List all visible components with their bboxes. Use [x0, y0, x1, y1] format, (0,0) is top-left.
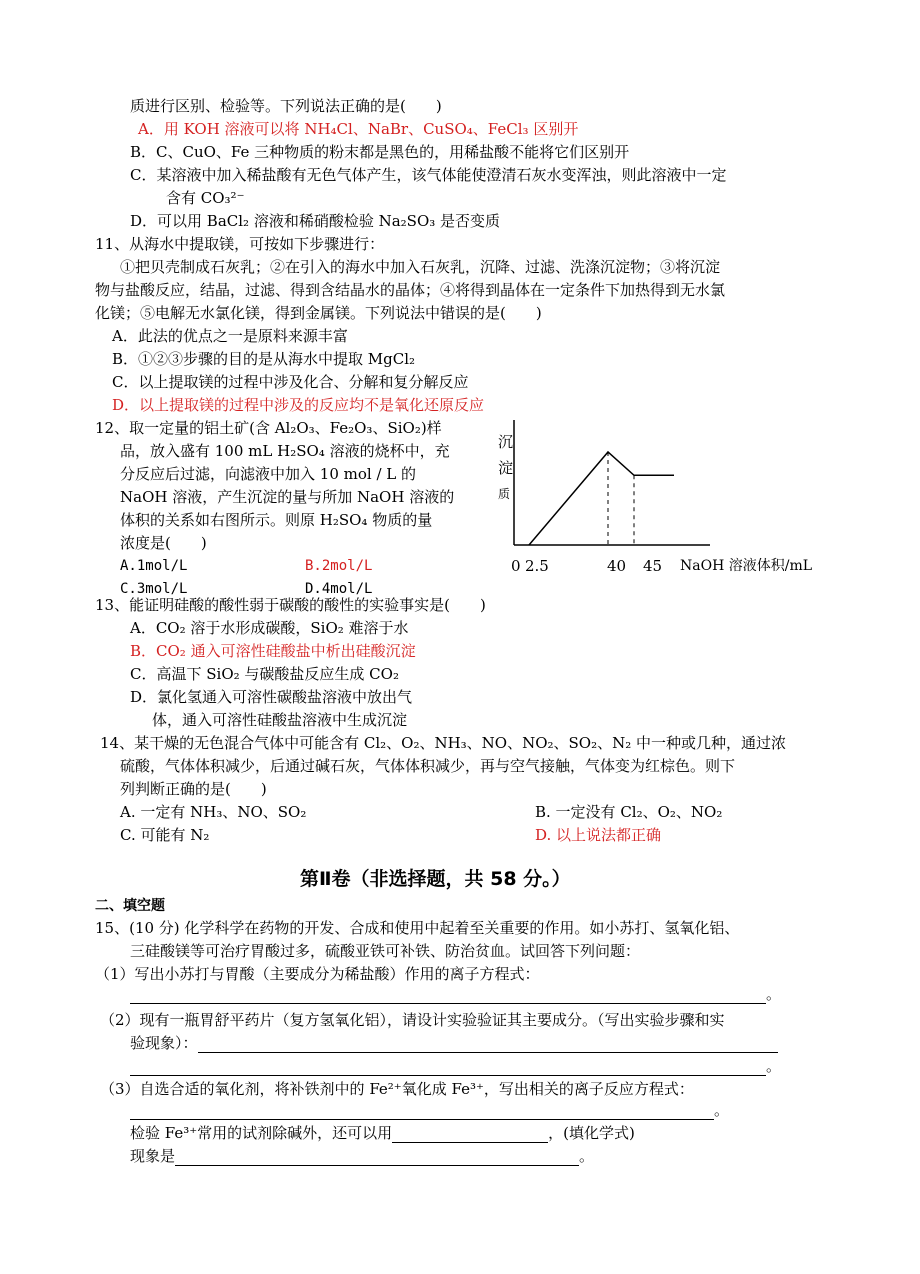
q14-option-a: A. 一定有 NH₃、NO、SO₂: [120, 803, 307, 821]
q12-option-c: C.3mol/L: [120, 581, 188, 597]
q14-line3: 列判断正确的是( ): [120, 780, 267, 798]
answer-blank[interactable]: [130, 1059, 766, 1076]
answer-blank[interactable]: [198, 1036, 778, 1053]
part2-title: 第Ⅱ卷（非选择题，共 58 分。）: [300, 868, 571, 890]
q15-sub2-answer-line: 。: [130, 1056, 781, 1076]
q15-sub1-answer-line: 。: [130, 984, 781, 1004]
q15-line2: 三硅酸镁等可治疗胃酸过多，硫酸亚铁可补铁、防治贫血。试回答下列问题：: [130, 942, 641, 960]
q13-option-b: B．CO₂ 通入可溶性硅酸盐中析出硅酸沉淀: [130, 642, 416, 660]
chart-tick-45: 45: [643, 557, 663, 575]
q15-sub1: （1）写出小苏打与胃酸（主要成分为稀盐酸）作用的离子方程式：: [95, 965, 540, 983]
q14-line1: 14、某干燥的无色混合气体中可能含有 Cl₂、O₂、NH₃、NO、NO₂、SO₂、N₂ 中一种或几种，通过浓: [100, 734, 787, 752]
q10-option-c-line1: C．某溶液中加入稀盐酸有无色气体产生，该气体能使澄清石灰水变浑浊，则此溶液中一定: [130, 166, 727, 184]
q11-option-b: B．①②③步骤的目的是从海水中提取 MgCl₂: [112, 350, 416, 368]
q14-option-c: C. 可能有 N₂: [120, 826, 210, 844]
q10-option-d: D．可以用 BaCl₂ 溶液和稀硝酸检验 Na₂SO₃ 是否变质: [130, 212, 501, 230]
q15-line1: 15、(10 分) 化学科学在药物的开发、合成和使用中起着至关重要的作用。如小苏打、氢氧化铝、: [95, 919, 740, 937]
q12-line6: 浓度是( ): [120, 534, 207, 552]
q11-option-d: D．以上提取镁的过程中涉及的反应均不是氧化还原反应: [112, 396, 485, 414]
q12-line3: 分反应后过滤，向滤液中加入 10 mol / L 的: [120, 465, 416, 483]
q12-line1: 12、取一定量的铝土矿(含 Al₂O₃、Fe₂O₃、SiO₂)样: [95, 419, 442, 437]
q12-line5: 体积的关系如右图所示。则原 H₂SO₄ 物质的量: [120, 511, 433, 529]
chart-tick-2.5: 2.5: [525, 557, 549, 575]
q13-option-a: A．CO₂ 溶于水形成碳酸，SiO₂ 难溶于水: [130, 619, 409, 637]
q12-line2: 品，放入盛有 100 mL H₂SO₄ 溶液的烧杯中，充: [120, 442, 450, 460]
q13-option-d-line2: 体，通入可溶性硅酸盐溶液中生成沉淀: [152, 711, 408, 729]
q11-option-a: A．此法的优点之一是原料来源丰富: [112, 327, 348, 345]
answer-blank[interactable]: [130, 987, 766, 1004]
q15-sub3-phenomenon: 现象是 。: [130, 1147, 595, 1165]
q11-para-line3: 化镁；⑤电解无水氯化镁，得到金属镁。下列说法中错误的是( ): [95, 304, 542, 322]
q14-option-b: B. 一定没有 Cl₂、O₂、NO₂: [535, 803, 723, 821]
answer-blank[interactable]: [175, 1149, 579, 1166]
q15-sub3-answer-line: 。: [130, 1100, 729, 1120]
q11-para-line2: 物与盐酸反应，结晶，过滤、得到含结晶水的晶体；④将得到晶体在一定条件下加热得到无水氯: [95, 281, 726, 299]
q11-para-line1: ①把贝壳制成石灰乳；②在引入的海水中加入石灰乳，沉降、过滤、洗涤沉淀物；③将沉淀: [120, 258, 721, 276]
chart-series-line: [529, 452, 674, 545]
answer-blank[interactable]: [130, 1103, 714, 1120]
chart-x-label: NaOH 溶液体积/mL: [680, 558, 813, 574]
q11-option-c: C．以上提取镁的过程中涉及化合、分解和复分解反应: [112, 373, 469, 391]
q12-option-b: B.2mol/L: [305, 558, 373, 574]
q15-sub3-reagent: 检验 Fe³⁺常用的试剂除碱外，还可以用 ，(填化学式): [130, 1124, 635, 1142]
q10-option-b: B．C、CuO、Fe 三种物质的粉末都是黑色的，用稀盐酸不能将它们区别开: [130, 143, 630, 161]
q12-line4: NaOH 溶液，产生沉淀的量与所加 NaOH 溶液的: [120, 488, 455, 506]
q10-option-c-line2: 含有 CO₃²⁻: [166, 189, 245, 207]
q11-stem: 11、从海水中提取镁，可按如下步骤进行：: [95, 235, 385, 253]
chart-tick-40: 40: [607, 557, 627, 575]
q14-line2: 硫酸，气体体积减少，后通过碱石灰，气体体积减少，再与空气接触，气体变为红棕色。则下: [120, 757, 736, 775]
q10-option-a: A．用 KOH 溶液可以将 NH₄Cl、NaBr、CuSO₄、FeCl₃ 区别开: [138, 120, 579, 138]
section-heading: 二、填空题: [95, 898, 165, 914]
q12-option-a: A.1mol/L: [120, 558, 188, 574]
q13-option-c: C．高温下 SiO₂ 与碳酸盐反应生成 CO₂: [130, 665, 399, 683]
q10-stem-tail: 质进行区别、检验等。下列说法正确的是( ): [130, 97, 442, 115]
q15-sub3: （3）自选合适的氧化剂，将补铁剂中的 Fe²⁺氧化成 Fe³⁺，写出相关的离子反应方程式：: [100, 1080, 694, 1098]
q15-sub2-line2: 验现象）：: [130, 1033, 778, 1053]
chart-y-label-3: 质: [498, 487, 511, 501]
q12-option-d: D.4mol/L: [305, 581, 373, 597]
chart-y-label-1: 沉: [498, 433, 514, 451]
q14-option-d: D. 以上说法都正确: [535, 826, 662, 844]
answer-blank[interactable]: [392, 1126, 548, 1143]
q13-stem: 13、能证明硅酸的酸性弱于碳酸的酸性的实验事实是( ): [95, 596, 486, 614]
q13-option-d-line1: D．氯化氢通入可溶性碳酸盐溶液中放出气: [130, 688, 413, 706]
q15-sub2-line1: （2）现有一瓶胃舒平药片（复方氢氧化铝），请设计实验验证其主要成分。（写出实验步骤和实: [100, 1011, 725, 1029]
chart-y-label-2: 淀: [498, 459, 514, 477]
chart-tick-0: 0: [511, 557, 521, 575]
